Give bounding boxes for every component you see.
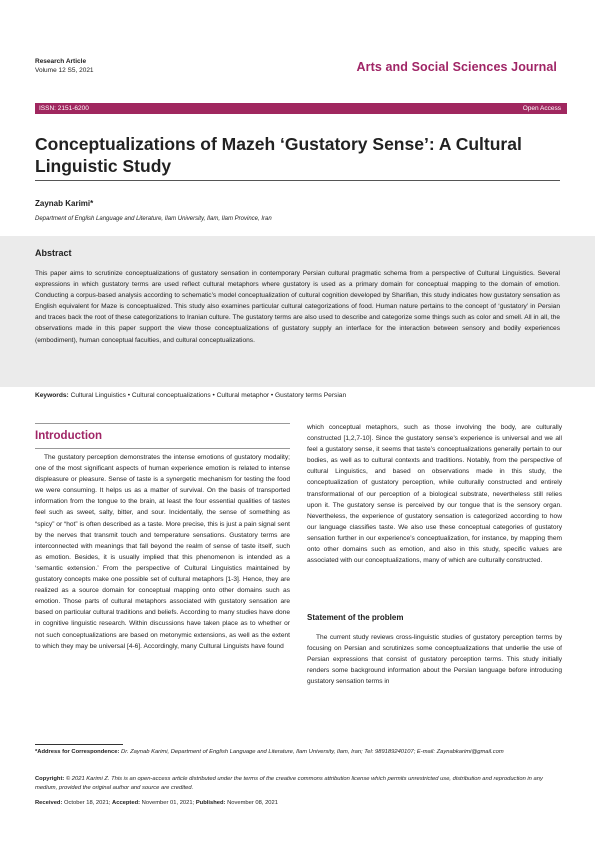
received-date: October 18, 2021; bbox=[62, 800, 113, 806]
intro-left-column bbox=[35, 452, 290, 652]
accepted-label: Accepted: bbox=[112, 800, 141, 806]
footnote-divider bbox=[35, 744, 123, 745]
intro-right-column bbox=[307, 422, 562, 566]
correspondence-label: *Address for Correspondence: bbox=[35, 749, 120, 755]
intro-paragraph-left: The gustatory perception demonstrates the intense emotions of gustatory modality; one of the most significant aspects of human experience emotion is related to intense displeasure or pleasure. Sense of taste is a synergetic mechanism for testing the food we were consuming. It helps us as a matter of survival. On the basis of transported information from the tongue to the brain, at least the four essential qualities of tastes feel such as sweet, salty, bitter, and sour. Incidentally, the sense of something as “spicy” or “hot” is often described as a taste. More precise, this is just a pain signal sent by the nerves that transmit touch and temperature sensations. Gustatory terms are interconnected with meanings that fall beyond the realm of sense of taste itself, such as emotion. Besides, it is usually implied that this phenomenon is intended as a ‘semantic extension.’ From the perspective of Cultural Linguistics maintained by gustatory concepts make one possible set of cultural metaphors [1-3]. Hence, they are realized as a source domain for conceptual mapping onto other domains such as emotion. Those parts of cultural metaphors associated with gustatory sensation are based on particular cultural traditions and beliefs. According to many studies have done in cognitive linguistic research. Within discussions have taken place as to whether or not such conceptualizations are based on metonymic extensions, as well as the extent to which they may be universal [4-6]. Accordingly, many Cultural Linguists have found bbox=[35, 454, 290, 650]
journal-name: Arts and Social Sciences Journal bbox=[356, 60, 557, 74]
volume-info: Volume 12 S5, 2021 bbox=[35, 67, 94, 74]
copyright-note bbox=[35, 775, 560, 793]
article-title: Conceptualizations of Mazeh ‘Gustatory Sense’: A Cultural Linguistic Study bbox=[35, 134, 522, 176]
copyright-label: Copyright: bbox=[35, 776, 65, 782]
problem-paragraph: The current study reviews cross-linguistic studies of gustatory perception terms by focusing on Persian and scrutinizes some conceptualizations that underlie the use of Persian expressions that consist of gustatory perception terms. This study initially renders some background information about the Persian language before introducing gustatory sensation terms in bbox=[307, 634, 562, 686]
accepted-date: November 01, 2021; bbox=[140, 800, 196, 806]
published-label: Published: bbox=[195, 800, 226, 806]
affiliation: Department of English Language and Literature, Ilam University, Ilam, Ilam Province, Iran bbox=[35, 216, 272, 222]
keywords bbox=[35, 392, 346, 399]
article-meta bbox=[35, 57, 94, 75]
article-dates bbox=[35, 800, 278, 806]
section-rule-bottom bbox=[35, 448, 290, 449]
problem-column bbox=[307, 632, 562, 687]
issn: ISSN: 2151-6200 bbox=[39, 105, 89, 112]
problem-heading: Statement of the problem bbox=[307, 613, 404, 622]
keywords-list: Cultural Linguistics • Cultural conceptualizations • Cultural metaphor • Gustatory terms Persian bbox=[70, 392, 347, 399]
received-label: Received: bbox=[35, 800, 63, 806]
introduction-heading: Introduction bbox=[35, 430, 103, 442]
copyright-text: © 2021 Karimi Z. This is an open-access article distributed under the terms of the creative commons attribution license which permits unrestricted use, distribution and reproduction in any medium, provided the original author and source are credited. bbox=[35, 776, 543, 791]
open-access-label: Open Access bbox=[522, 105, 561, 112]
article-type: Research Article bbox=[35, 58, 87, 65]
abstract-text: This paper aims to scrutinize conceptualizations of gustatory sensation in contemporary Persian cultural pragmatic schema from a perspective of Cultural Linguistics. Several expressions in which gustatory terms are used reflect cultural metaphors where gustatory is used as a primary domain for conceptual mapping to the domain of emotion. Conducting a corpus-based analysis according to schematic’s model conceptualization of cultural cognition developed by Sharifian, this study indicates how gustatory sensation as English equivalent for Maze is conceptualized. This study also examines particular cultural categorizations of food. Human nature pertains to the concept of ‘gustatory’ in Persian and traces back the root of these categorizations to Iranian culture. The gustatory terms are also used to describe and categorize some things such as color and smell. All in all, the observations made in this paper support the view those conceptualizations of gustatory supply an interface for the interaction between sensory and bodily experiences (embodiment), human conceptual faculties, and cultural conceptualizations. bbox=[35, 270, 560, 344]
intro-paragraph-right: which conceptual metaphors, such as those involving the body, are culturally constructed [1,2,7-10]. Since the gustatory sense’s experience is universal and we all feel a gustatory sense, it seems that taste’s conceptualizations generally pertain to our bodies, as well as to cultural contexts and traditions. Notably, from the perspective of cultural Linguistics, and based on observations made in this study, the conceptualization of gustatory perception, while culturally constructed and entirely transformational of our perception of a biological substrate, nevertheless still relies upon it. The gustatory sense is perceived by our tongue that is the sensory organ. Nevertheless, the experience of gustatory sensation is categorized according to how our language classifies taste. We also use these conceptual categories of gustatory sensation further in our experience’s conceptualization, for instance, by mapping them onto other domains such as emotion, and also in this study, specific values are associated with our conceptualizations, many of which are culturally constructed. bbox=[307, 424, 562, 565]
author-name: Zaynab Karimi* bbox=[35, 199, 94, 208]
correspondence-text: Dr. Zaynab Karimi, Department of English Language and Literature, Ilam University, Ilam, Iran; Tel: 989189240107; E-mail: Zaynabkarimi@gmail.com bbox=[119, 749, 504, 755]
issn-bar bbox=[35, 103, 567, 114]
abstract-heading: Abstract bbox=[35, 248, 72, 258]
correspondence-note bbox=[35, 748, 560, 757]
section-rule-top bbox=[35, 423, 290, 424]
title-divider bbox=[35, 180, 560, 181]
keywords-label: Keywords: bbox=[35, 392, 69, 399]
published-date: November 08, 2021 bbox=[225, 800, 278, 806]
